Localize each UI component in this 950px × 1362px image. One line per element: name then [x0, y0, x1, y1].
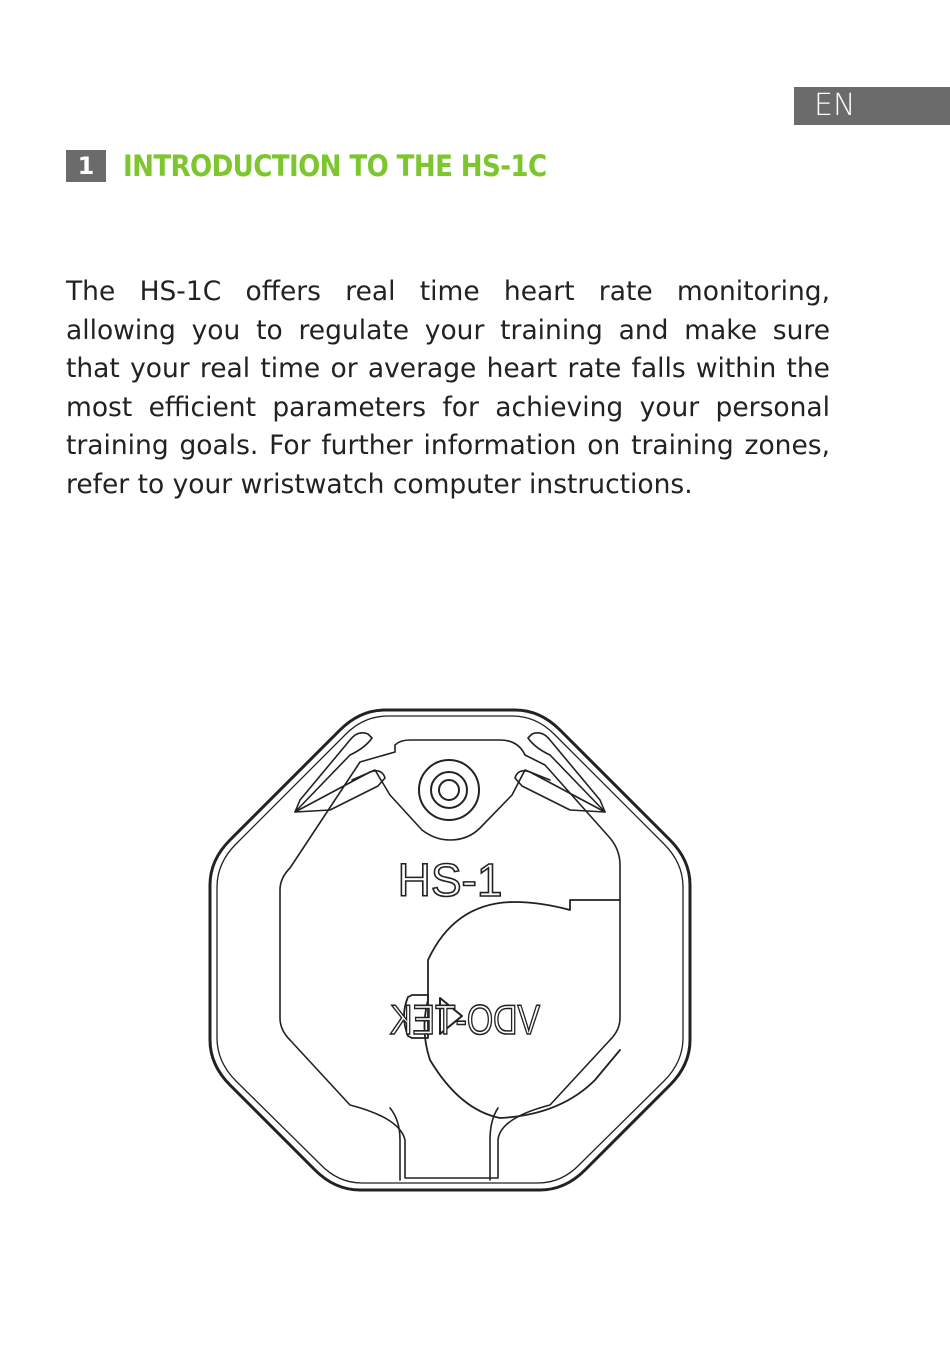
- section-title: INTRODUCTION TO THE HS-1C: [123, 149, 547, 183]
- intro-paragraph: The HS-1C offers real time heart rate monitoring, allowing you to regulate your training and make sure that your real time or average heart rate falls within the most efficient parameters for achieving your personal training goals. For further information on training zones, refer to your wristwatch computer instructions.: [66, 276, 830, 500]
- sensor-inner-plate: [280, 740, 620, 1178]
- section-number: 1: [66, 150, 106, 182]
- section-heading: [66, 148, 547, 184]
- sensor-outer-shell: [210, 710, 690, 1190]
- sensor-button: [419, 760, 479, 820]
- right-clip: [528, 733, 605, 812]
- hs1-sensor-illustration: [200, 700, 700, 1220]
- model-label: HS-1: [397, 854, 503, 906]
- brand-mark: VDO-TEK: [390, 996, 540, 1043]
- left-clip: [295, 733, 372, 812]
- language-tab: EN: [794, 87, 950, 125]
